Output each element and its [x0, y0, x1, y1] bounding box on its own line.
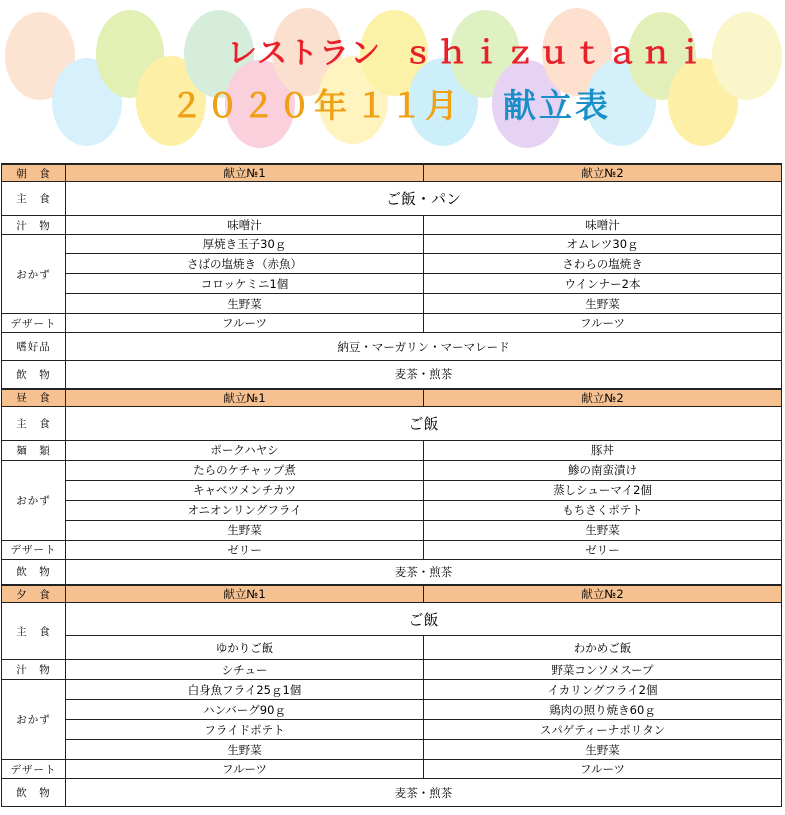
table-row: [2, 700, 782, 720]
table-row: [2, 235, 782, 254]
menu-cell: 白身魚フライ25ｇ1個: [66, 680, 424, 700]
breakfast-label: 朝 食: [2, 164, 66, 182]
menu-cell: シチュー: [66, 660, 424, 680]
menu-cell: さわらの塩焼き: [424, 254, 782, 274]
menu-cell: 納豆・マーガリン・マーマレード: [66, 333, 782, 361]
restaurant-title: [227, 28, 709, 72]
table-row: [2, 440, 782, 460]
menu-no2-header: 献立№2: [424, 389, 782, 407]
menu-no1-header: 献立№1: [66, 585, 424, 603]
dinner-header-row: [2, 585, 782, 603]
menu-cell: 麦茶・煎茶: [66, 559, 782, 585]
row-label: おかず: [2, 460, 66, 540]
row-label: 嗜好品: [2, 333, 66, 361]
table-row: [2, 520, 782, 540]
menu-cell: たらのケチャップ煮: [66, 460, 424, 480]
row-label: 飲 物: [2, 559, 66, 585]
menu-cell: ウインナー2本: [424, 274, 782, 294]
menu-cell: さばの塩焼き（赤魚）: [66, 254, 424, 274]
row-label: デザート: [2, 760, 66, 779]
menu-cell: オニオンリングフライ: [66, 500, 424, 520]
menu-cell: オムレツ30ｇ: [424, 235, 782, 254]
menu-cell: 麦茶・煎茶: [66, 779, 782, 807]
table-row: [2, 559, 782, 585]
menu-cell: ポークハヤシ: [66, 440, 424, 460]
row-label: デザート: [2, 540, 66, 559]
menu-cell: 味噌汁: [424, 216, 782, 235]
restaurant-name: ｓｈｉｚｕｔａｎｉ: [403, 36, 710, 71]
menu-cell: 豚丼: [424, 440, 782, 460]
staple-cell: ご飯・パン: [66, 182, 782, 216]
menu-cell: キャベツメンチカツ: [66, 480, 424, 500]
table-row: [2, 254, 782, 274]
menu-no1-header: 献立№1: [66, 389, 424, 407]
menu-cell: フルーツ: [424, 760, 782, 779]
menu-cell: 蒸しシューマイ2個: [424, 480, 782, 500]
table-row: [2, 314, 782, 333]
menu-no1-header: 献立№1: [66, 164, 424, 182]
row-label: 主 食: [2, 182, 66, 216]
menu-cell: フルーツ: [66, 760, 424, 779]
row-label: おかず: [2, 235, 66, 314]
row-label: おかず: [2, 680, 66, 760]
table-row: [2, 333, 782, 361]
table-row: [2, 460, 782, 480]
table-row: [2, 779, 782, 807]
row-label: 汁 物: [2, 660, 66, 680]
menu-cell: 生野菜: [66, 740, 424, 760]
menu-cell: 味噌汁: [66, 216, 424, 235]
table-row: [2, 720, 782, 740]
menu-cell: 鯵の南蛮漬け: [424, 460, 782, 480]
menu-no2-header: 献立№2: [424, 585, 782, 603]
menu-cell: 厚焼き玉子30ｇ: [66, 235, 424, 254]
menu-table: [1, 163, 782, 807]
table-row: [2, 216, 782, 235]
menu-cell: 野菜コンソメスープ: [424, 660, 782, 680]
row-label: 主 食: [2, 406, 66, 440]
menu-cell: フライドポテト: [66, 720, 424, 740]
table-row: [2, 274, 782, 294]
menu-no2-header: 献立№2: [424, 164, 782, 182]
lunch-header-row: [2, 389, 782, 407]
menu-cell: コロッケミニ1個: [66, 274, 424, 294]
menu-cell: フルーツ: [66, 314, 424, 333]
menu-cell: ゆかりご飯: [66, 636, 424, 660]
table-row: [2, 603, 782, 636]
staple-cell: ご飯: [66, 603, 782, 636]
row-label: デザート: [2, 314, 66, 333]
table-row: [2, 540, 782, 559]
menu-cell: 生野菜: [66, 520, 424, 540]
table-row: [2, 480, 782, 500]
table-row: [2, 182, 782, 216]
table-row: [2, 361, 782, 389]
row-label: 汁 物: [2, 216, 66, 235]
table-row: [2, 500, 782, 520]
breakfast-header-row: [2, 164, 782, 182]
menu-cell: 鶏肉の照り焼き60ｇ: [424, 700, 782, 720]
year-label: ２０２０年: [170, 86, 350, 125]
table-row: [2, 294, 782, 314]
menu-cell: 麦茶・煎茶: [66, 361, 782, 389]
menu-cell: スパゲティーナポリタン: [424, 720, 782, 740]
menu-cell: フルーツ: [424, 314, 782, 333]
menu-title: 献立表: [503, 86, 611, 125]
lunch-label: 昼 食: [2, 389, 66, 407]
menu-cell: 生野菜: [424, 520, 782, 540]
menu-cell: イカリングフライ2個: [424, 680, 782, 700]
row-label: 主 食: [2, 603, 66, 660]
decor-bubble: [712, 12, 782, 100]
menu-cell: 生野菜: [424, 740, 782, 760]
row-label: 麺 類: [2, 440, 66, 460]
table-row: [2, 636, 782, 660]
menu-cell: ゼリー: [66, 540, 424, 559]
restaurant-label: レストラン: [227, 36, 382, 71]
menu-cell: ハンバーグ90ｇ: [66, 700, 424, 720]
menu-cell: もちさくポテト: [424, 500, 782, 520]
table-row: [2, 680, 782, 700]
row-label: 飲 物: [2, 361, 66, 389]
menu-cell: わかめご飯: [424, 636, 782, 660]
table-row: [2, 740, 782, 760]
staple-cell: ご飯: [66, 406, 782, 440]
month-label: １１月: [355, 86, 460, 125]
menu-cell: 生野菜: [424, 294, 782, 314]
table-row: [2, 406, 782, 440]
menu-cell: 生野菜: [66, 294, 424, 314]
row-label: 飲 物: [2, 779, 66, 807]
menu-cell: ゼリー: [424, 540, 782, 559]
dinner-label: 夕 食: [2, 585, 66, 603]
header-banner: [0, 0, 785, 162]
table-row: [2, 660, 782, 680]
table-row: [2, 760, 782, 779]
